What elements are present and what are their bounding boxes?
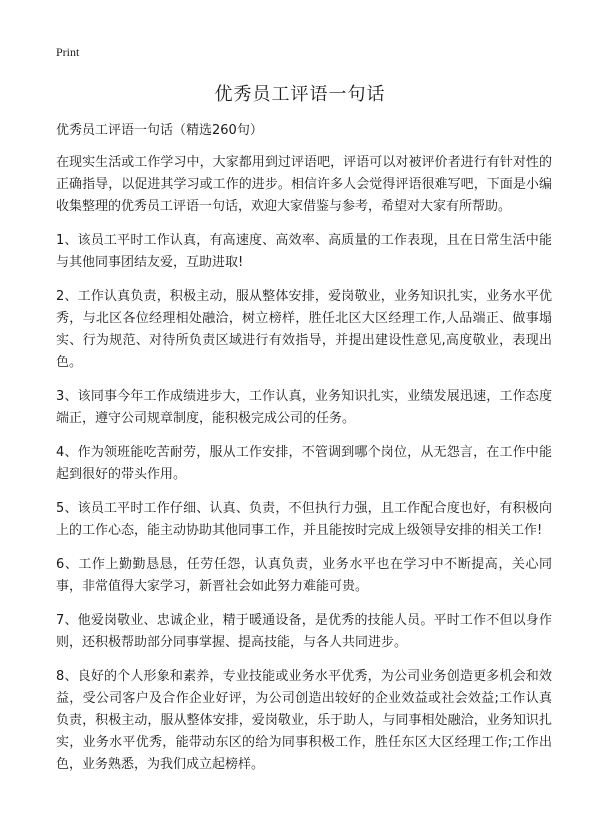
comment-paragraph-4: 4、作为领班能吃苦耐劳，服从工作安排，不管调到哪个岗位，从无怨言，在工作中能起到很好的带头作用。: [56, 445, 552, 482]
comment-paragraph-3: 3、该同事今年工作成绩进步大，工作认真，业务知识扎实，业绩发展迅速，工作态度端正，遵守公司规章制度，能积极完成公司的任务。: [56, 389, 552, 426]
intro-paragraph: 在现实生活或工作学习中，大家都用到过评语吧，评语可以对被评价者进行有针对性的正确指导，以促进其学习或工作的进步。相信许多人会觉得评语很难写吧，下面是小编收集整理的优秀员工评语一句话，欢迎大家借鉴与参考，希望对大家有所帮助。: [56, 155, 552, 214]
print-link[interactable]: Print: [56, 45, 80, 59]
comment-paragraph-2: 2、工作认真负责，积极主动，服从整体安排，爱岗敬业，业务知识扎实，业务水平优秀，与北区各位经理相处融洽，树立榜样，胜任北区大区经理工作,人品端正、做事塌实、行为规范、对待所负责区域进行有效指导，并提出建设性意见,高度敬业，表现出色。: [56, 289, 552, 370]
comment-paragraph-1: 1、该员工平时工作认真，有高速度、高效率、高质量的工作表现，且在日常生活中能与其他同事团结友爱，互助进取!: [56, 233, 552, 270]
comment-paragraph-8: 8、良好的个人形象和素养，专业技能或业务水平优秀，为公司业务创造更多机会和效益，受公司客户及合作企业好评，为公司创造出较好的企业效益或社会效益;工作认真负责，积极主动，服从整体安排，爱岗敬业，乐于助人，与同事相处融洽，业务知识扎实，业务水平优秀，能带动东区的给为同事积极工作，胜任东区大区经理工作;工作出色，业务熟悉，为我们成立起榜样。: [56, 669, 552, 772]
comment-paragraph-5: 5、该员工平时工作仔细、认真、负责，不但执行力强，且工作配合度也好，有积极向上的工作心态，能主动协助其他同事工作，并且能按时完成上级领导安排的相关工作!: [56, 501, 552, 538]
comment-paragraph-7: 7、他爱岗敬业、忠诚企业，精于暖通设备，是优秀的技能人员。平时工作不但以身作则，还积极帮助部分同事掌握、提高技能，与各人共同进步。: [56, 613, 552, 650]
comment-paragraph-6: 6、工作上勤勤恳恳，任劳任怨，认真负责，业务水平也在学习中不断提高，关心同事，非常值得大家学习，新晋社会如此努力难能可贵。: [56, 557, 552, 594]
page-title: 优秀员工评语一句话: [214, 84, 386, 105]
article-body: [56, 120, 552, 788]
article-subtitle: 优秀员工评语一句话（精选260句）: [56, 123, 263, 138]
